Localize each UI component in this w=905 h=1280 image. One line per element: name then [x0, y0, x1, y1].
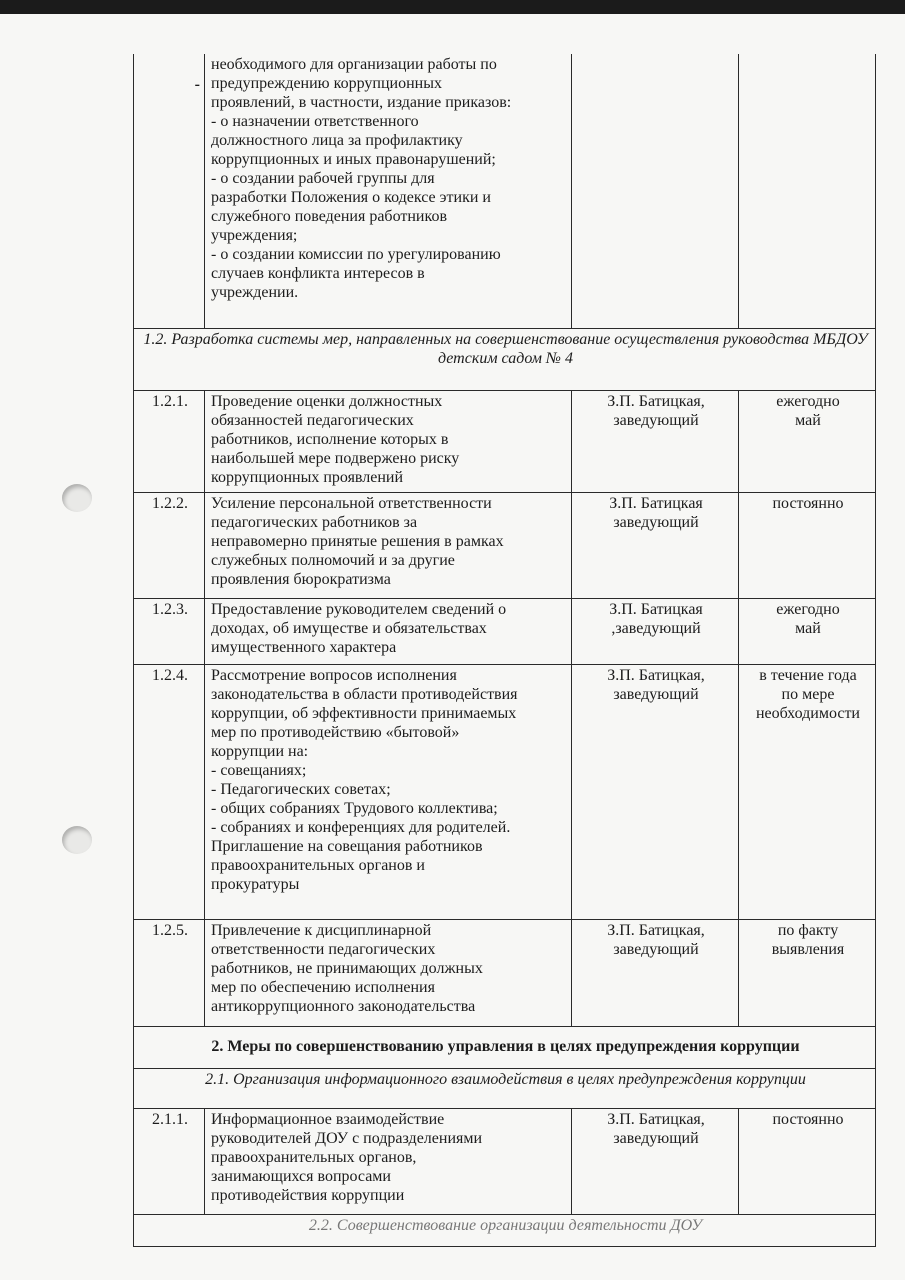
section-row [134, 1068, 876, 1108]
term-cell: по факту выявления [739, 919, 876, 1026]
table-row [134, 492, 876, 598]
table-row [134, 598, 876, 664]
table-row [134, 1108, 876, 1214]
section-heading-2: 2. Меры по совершенствованию управления в целях предупреждения коррупции [134, 1026, 876, 1068]
activity-cell: Усиление персональной ответственности педагогических работников за неправомерно принятые решения в рамках служебных полномочий и за другие проявления бюрократизма [205, 492, 572, 598]
table-row [134, 390, 876, 492]
responsible-cell: З.П. Батицкая заведующий [572, 492, 739, 598]
section-row [134, 328, 876, 390]
activity-cell: необходимого для организации работы по предупреждению коррупционных проявлений, в частности, издание приказов: - о назначении ответственного должностного лица за профилактику коррупционных и иных правонарушений; - о создании рабочей группы для разработки Положения о кодексе этики и служебного поведения работников учреждения; - о создании комиссии по урегулированию случаев конфликта интересов в учреждении. [205, 54, 572, 328]
punch-hole [62, 484, 92, 512]
section-heading-2-2: 2.2. Совершенствование организации деятельности ДОУ [134, 1214, 876, 1246]
activity-cell: Предоставление руководителем сведений о доходах, об имуществе и обязательствах имущественного характера [205, 598, 572, 664]
term-cell: постоянно [739, 1108, 876, 1214]
anticorruption-plan-table [133, 54, 876, 1247]
term-cell: постоянно [739, 492, 876, 598]
row-number-cell: 1.2.2. [134, 492, 205, 598]
section-heading-2-1: 2.1. Организация информационного взаимодействия в целях предупреждения коррупции [134, 1068, 876, 1108]
activity-cell: Привлечение к дисциплинарной ответственности педагогических работников, не принимающих должных мер по обеспечению исполнения антикоррупционного законодательства [205, 919, 572, 1026]
term-cell [739, 54, 876, 328]
row-number-cell: 2.1.1. [134, 1108, 205, 1214]
activity-cell: Информационное взаимодействие руководителей ДОУ с подразделениями правоохранительных органов, занимающихся вопросами противодействия коррупции [205, 1108, 572, 1214]
scan-top-edge [0, 0, 905, 14]
section-row [134, 1026, 876, 1068]
section-heading-1-2: 1.2. Разработка системы мер, направленных на совершенствование осуществления руководства МБДОУ детским садом № 4 [134, 328, 876, 390]
row-number-cell: 1.2.1. [134, 390, 205, 492]
responsible-cell: З.П. Батицкая ,заведующий [572, 598, 739, 664]
responsible-cell [572, 54, 739, 328]
row-number-cell: 1.2.5. [134, 919, 205, 1026]
activity-cell: Проведение оценки должностных обязанностей педагогических работников, исполнение которых в наибольшей мере подвержено риску коррупционных проявлений [205, 390, 572, 492]
activity-cell: Рассмотрение вопросов исполнения законодательства в области противодействия коррупции, об эффективности принимаемых мер по противодействию «бытовой» коррупции на: - совещаниях; - Педагогических советах; - общих собраниях Трудового коллектива; - собраниях и конференциях для родителей. Приглашение на совещания работников правоохранительных органов и прокуратуры [205, 664, 572, 919]
term-cell: ежегодно май [739, 390, 876, 492]
punch-hole [62, 826, 92, 854]
responsible-cell: З.П. Батицкая, заведующий [572, 1108, 739, 1214]
table-row [134, 54, 876, 328]
table-row [134, 664, 876, 919]
term-cell: в течение года по мере необходимости [739, 664, 876, 919]
section-row [134, 1214, 876, 1246]
table-row [134, 919, 876, 1026]
row-number-cell: 1.2.3. [134, 598, 205, 664]
row-number-cell: 1.2.4. [134, 664, 205, 919]
row-number-cell: - [134, 54, 205, 328]
responsible-cell: З.П. Батицкая, заведующий [572, 390, 739, 492]
responsible-cell: З.П. Батицкая, заведующий [572, 664, 739, 919]
term-cell: ежегодно май [739, 598, 876, 664]
responsible-cell: З.П. Батицкая, заведующий [572, 919, 739, 1026]
